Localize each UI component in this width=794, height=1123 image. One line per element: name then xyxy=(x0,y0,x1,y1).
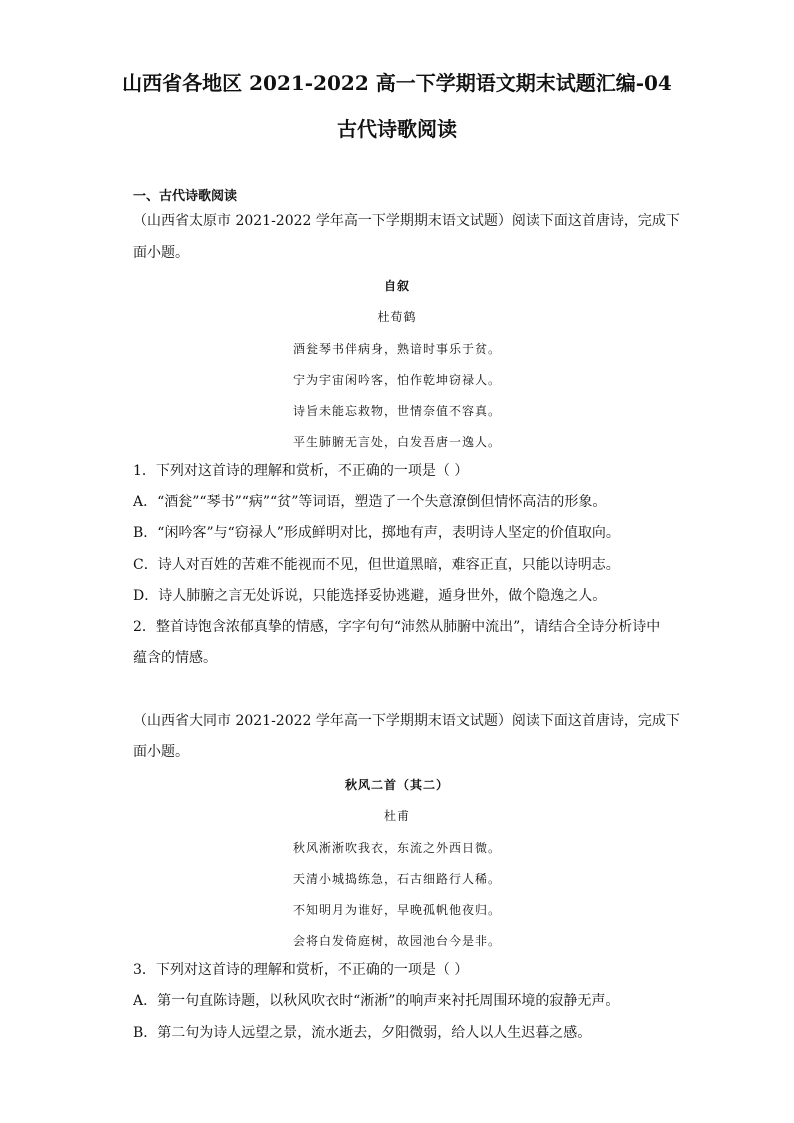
poem1-line: 诗旨未能忘救物，世情奈值不容真。 xyxy=(292,404,501,418)
question-3-option-a: A．第一句直陈诗题，以秋风吹衣时“淅淅”的响声来衬托周围环境的寂静无声。 xyxy=(133,993,620,1009)
poem1-line: 平生肺腑无言处，白发吾唐一逸人。 xyxy=(292,435,501,449)
poem2-line: 会将白发倚庭树，故园池台今是非。 xyxy=(292,934,501,948)
passage2-intro-line1: （山西省大同市 2021-2022 学年高一下学期期末语文试题）阅读下面这首唐诗，完成下 xyxy=(133,713,680,729)
poem1-title: 自叙 xyxy=(383,279,410,293)
passage2-intro-line2: 面小题。 xyxy=(133,744,189,760)
passage1-intro-line2: 面小题。 xyxy=(133,245,189,261)
question-1-option-c: C．诗人对百姓的苦难不能视而不见，但世道黑暗，难容正直，只能以诗明志。 xyxy=(133,557,620,573)
question-1: 1．下列对这首诗的理解和赏析，不正确的一项是（ ） xyxy=(133,463,469,479)
poem1-line: 宁为宇宙闲吟客，怕作乾坤窃禄人。 xyxy=(292,373,501,387)
poem1-author: 杜荀鹤 xyxy=(377,310,417,324)
section-heading: 一、古代诗歌阅读 xyxy=(133,189,238,204)
question-1-option-d: D．诗人肺腑之言无处诉说，只能选择妥协逃避，遁身世外，做个隐逸之人。 xyxy=(133,588,607,604)
question-2-line2: 蕴含的情感。 xyxy=(133,650,217,666)
poem1-line: 酒瓮琴书伴病身，熟谙时事乐于贫。 xyxy=(292,342,501,356)
question-1-option-b: B．“闲吟客”与“窃禄人”形成鲜明对比，掷地有声，表明诗人坚定的价值取向。 xyxy=(133,525,620,541)
document-subtitle: 古代诗歌阅读 xyxy=(337,117,457,141)
poem2-line: 天清小城捣练急，石古细路行人稀。 xyxy=(292,872,501,886)
question-3-option-b: B．第二句为诗人远望之景，流水逝去，夕阳微弱，给人以人生迟暮之感。 xyxy=(133,1025,592,1041)
question-2-line1: 2．整首诗饱含浓郁真挚的情感，字字句句“沛然从肺腑中流出”，请结合全诗分析诗中 xyxy=(133,619,661,635)
poem2-author: 杜甫 xyxy=(383,809,410,823)
question-1-option-a: A．“酒瓮”“琴书”“病”“贫”等词语，塑造了一个失意潦倒但情怀高洁的形象。 xyxy=(133,494,607,510)
poem2-line: 秋风淅淅吹我衣，东流之外西日微。 xyxy=(292,841,501,855)
poem2-title: 秋风二首（其二） xyxy=(344,778,449,792)
question-3: 3．下列对这首诗的理解和赏析，不正确的一项是（ ） xyxy=(133,962,469,978)
passage1-intro-line1: （山西省太原市 2021-2022 学年高一下学期期末语文试题）阅读下面这首唐诗，完成下 xyxy=(133,213,680,229)
document-title: 山西省各地区 2021-2022 高一下学期语文期末试题汇编-04 xyxy=(122,71,672,95)
poem2-line: 不知明月为谁好，早晚孤帆他夜归。 xyxy=(292,903,501,917)
